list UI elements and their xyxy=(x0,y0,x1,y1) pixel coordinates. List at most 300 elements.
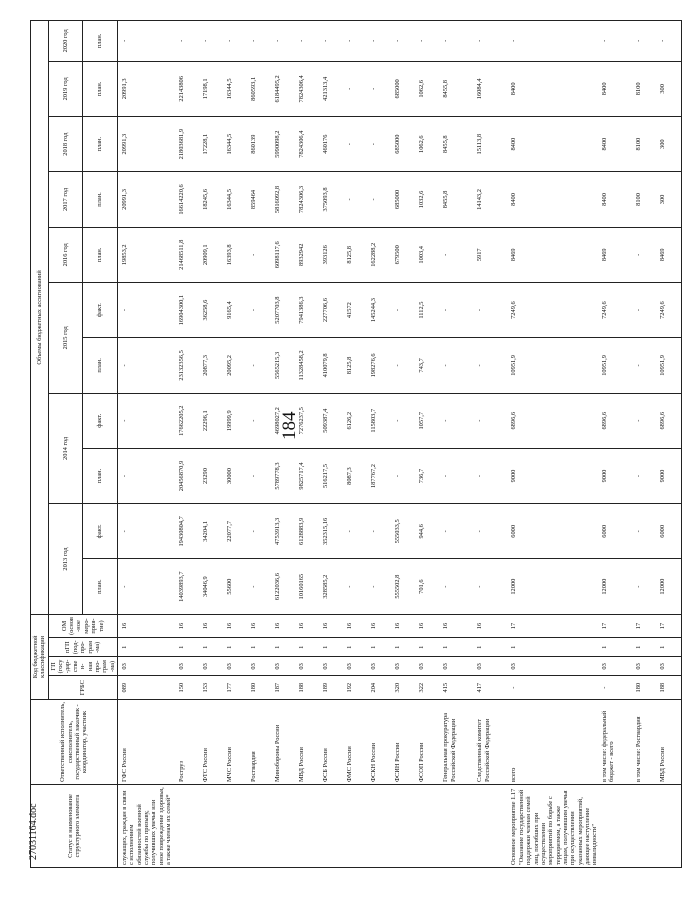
header-plan: план. xyxy=(83,61,118,116)
cell-value: - xyxy=(475,504,509,559)
cell-om: 16 xyxy=(225,614,249,637)
cell-value: 5816092,8 xyxy=(273,172,297,227)
cell-value: 20456870,9 xyxy=(177,448,201,503)
cell-value: - xyxy=(345,117,369,172)
header-fact: факт. xyxy=(83,393,118,448)
cell-value: 9000 xyxy=(600,448,634,503)
header-year-2013: 2013 год xyxy=(48,504,83,615)
cell-executor: в том числе: Росгвардия xyxy=(634,699,658,784)
header-plan: план. xyxy=(83,559,118,614)
cell-value: - xyxy=(634,393,658,448)
cell-om: 16 xyxy=(273,614,297,637)
cell-pgp: 1 xyxy=(345,638,369,657)
cell-value: 12000 xyxy=(600,559,634,614)
cell-executor: ГФС России xyxy=(117,699,177,784)
cell-value: - xyxy=(369,21,393,62)
cell-executor: Минобороны России xyxy=(273,699,297,784)
cell-value: - xyxy=(369,504,393,559)
table-row xyxy=(509,21,599,868)
cell-value: 20991,3 xyxy=(117,117,177,172)
cell-value: 36258,6 xyxy=(201,282,225,337)
cell-value: 5207703,8 xyxy=(273,282,297,337)
header-pgp: пГП (под-про-грам-ма) xyxy=(48,638,117,657)
cell-value: 8455,8 xyxy=(441,117,475,172)
table-row xyxy=(634,21,658,868)
cell-value: - xyxy=(117,393,177,448)
header-om: ОМ (основ-ное меро-прия-тие) xyxy=(48,614,117,637)
table-row xyxy=(201,21,225,868)
cell-om: 16 xyxy=(345,614,369,637)
cell-value: 34204,1 xyxy=(201,504,225,559)
cell-value: 410079,8 xyxy=(321,338,345,393)
table-row xyxy=(475,21,509,868)
cell-value: 8455,8 xyxy=(441,61,475,116)
cell-value: 20095,2 xyxy=(225,338,249,393)
cell-om: 16 xyxy=(475,614,509,637)
table-body xyxy=(117,21,681,868)
cell-value: 4753913,3 xyxy=(273,504,297,559)
cell-value: 5789778,3 xyxy=(273,448,297,503)
cell-value: - xyxy=(345,21,369,62)
cell-gp: 03 xyxy=(658,657,682,676)
cell-om: 17 xyxy=(600,614,634,637)
cell-pgp: 1 xyxy=(417,638,441,657)
cell-value: 8469 xyxy=(600,227,634,282)
cell-value: 8400 xyxy=(509,172,599,227)
header-year-2016: 2016 год xyxy=(48,227,83,282)
cell-gp: 03 xyxy=(273,657,297,676)
cell-value: 10951,9 xyxy=(509,338,599,393)
document-filename: 27031164.doc xyxy=(28,803,39,860)
cell-pgp: 1 xyxy=(273,638,297,657)
cell-value: 23290 xyxy=(201,448,225,503)
page-number: 184 xyxy=(279,411,300,440)
cell-value: 6000 xyxy=(658,504,682,559)
cell-value: - xyxy=(634,282,658,337)
cell-status xyxy=(345,785,369,868)
header-plan: план. xyxy=(83,172,118,227)
header-volumes: Объемы бюджетных ассигнований xyxy=(31,21,49,615)
cell-status xyxy=(475,785,509,868)
cell-value: - xyxy=(658,21,682,62)
header-plan: план. xyxy=(83,338,118,393)
cell-value: - xyxy=(393,338,417,393)
cell-value: 16614220,6 xyxy=(177,172,201,227)
cell-value: 8469 xyxy=(658,227,682,282)
cell-value: 22143806 xyxy=(177,61,201,116)
cell-value: - xyxy=(441,448,475,503)
cell-status xyxy=(600,785,634,868)
cell-status xyxy=(634,785,658,868)
cell-grbs: 189 xyxy=(321,676,345,699)
cell-value: 509387,4 xyxy=(321,393,345,448)
cell-value: 8455,8 xyxy=(441,172,475,227)
table-row xyxy=(177,21,201,868)
cell-value: - xyxy=(369,117,393,172)
cell-value: - xyxy=(393,393,417,448)
cell-status xyxy=(201,785,225,868)
cell-value: 860139 xyxy=(249,117,273,172)
cell-value: 1032,6 xyxy=(417,172,441,227)
cell-grbs: 187 xyxy=(273,676,297,699)
header-grbs: ГРБС xyxy=(48,676,117,699)
table-row xyxy=(345,21,369,868)
cell-value: 516217,5 xyxy=(321,448,345,503)
cell-value: - xyxy=(249,227,273,282)
cell-value: - xyxy=(117,338,177,393)
cell-status xyxy=(321,785,345,868)
cell-value: - xyxy=(475,559,509,614)
cell-om: 16 xyxy=(321,614,345,637)
cell-executor: ФСОП России xyxy=(417,699,441,784)
cell-om: 16 xyxy=(369,614,393,637)
cell-value: 8932942 xyxy=(297,227,321,282)
cell-gp: 03 xyxy=(369,657,393,676)
cell-value: - xyxy=(475,448,509,503)
cell-value: 300 xyxy=(658,172,682,227)
cell-value: - xyxy=(634,21,658,62)
cell-value: 16904300,1 xyxy=(177,282,201,337)
cell-value: - xyxy=(393,21,417,62)
cell-grbs: 180 xyxy=(249,676,273,699)
cell-value: - xyxy=(249,338,273,393)
cell-status xyxy=(249,785,273,868)
cell-gp: 03 xyxy=(117,657,177,676)
cell-executor: ФТС России xyxy=(201,699,225,784)
cell-value: 5565215,3 xyxy=(273,338,297,393)
cell-value: 162288,2 xyxy=(369,227,393,282)
cell-value: 6000 xyxy=(600,504,634,559)
cell-value: - xyxy=(177,21,201,62)
cell-om: 16 xyxy=(201,614,225,637)
cell-grbs: 188 xyxy=(658,676,682,699)
cell-value: - xyxy=(393,282,417,337)
cell-value: 20991,3 xyxy=(117,172,177,227)
cell-value: 8400 xyxy=(600,117,634,172)
cell-value: 187767,2 xyxy=(369,448,393,503)
cell-value: - xyxy=(369,61,393,116)
cell-value: 15113,8 xyxy=(475,117,509,172)
cell-value: - xyxy=(117,448,177,503)
cell-value: - xyxy=(634,338,658,393)
cell-value: 20991,3 xyxy=(117,61,177,116)
table-row xyxy=(297,21,321,868)
cell-value: 685000 xyxy=(393,61,417,116)
cell-value: - xyxy=(201,21,225,62)
cell-om: 17 xyxy=(509,614,599,637)
cell-value: - xyxy=(441,504,475,559)
cell-value: 8125,8 xyxy=(345,227,369,282)
budget-table-rotated xyxy=(30,20,666,868)
cell-value: 7276237,5 xyxy=(297,393,321,448)
cell-value: - xyxy=(441,227,475,282)
cell-status: Основное мероприятие 1.17 "Оказание государственной поддержки членам семей лиц, погибших при осуществлении мероприятий по борьбе с терроризмом, а также лицам, получившим увечья при осуществлении указанных мероприятий, дающее наступление инвалидности" xyxy=(509,785,599,868)
cell-value: - xyxy=(393,448,417,503)
cell-value: 8400 xyxy=(600,172,634,227)
cell-value: - xyxy=(417,21,441,62)
cell-value: 8087,3 xyxy=(345,448,369,503)
cell-value: 300 xyxy=(658,117,682,172)
cell-pgp: 1 xyxy=(600,638,634,657)
cell-value: - xyxy=(117,504,177,559)
cell-pgp: 1 xyxy=(658,638,682,657)
cell-value: 8400 xyxy=(509,117,599,172)
table-row xyxy=(600,21,634,868)
cell-gp: 03 xyxy=(475,657,509,676)
cell-value: - xyxy=(297,21,321,62)
cell-gp: 03 xyxy=(321,657,345,676)
cell-value: 7824306,4 xyxy=(297,61,321,116)
cell-status xyxy=(297,785,321,868)
cell-executor: Следственный комитет Российской Федерации xyxy=(475,699,509,784)
cell-value: 19999,9 xyxy=(225,393,249,448)
cell-value: - xyxy=(600,21,634,62)
cell-om: 16 xyxy=(117,614,177,637)
cell-pgp: 1 xyxy=(509,638,599,657)
cell-pgp: 1 xyxy=(225,638,249,657)
cell-value: 21468511,8 xyxy=(177,227,201,282)
cell-value: - xyxy=(441,21,475,62)
cell-value: - xyxy=(273,21,297,62)
cell-value: 300 xyxy=(658,61,682,116)
cell-om: 16 xyxy=(297,614,321,637)
cell-value: 5990098,2 xyxy=(273,117,297,172)
cell-value: 555502,8 xyxy=(393,559,417,614)
cell-value: 9000 xyxy=(658,448,682,503)
cell-value: 1003,4 xyxy=(417,227,441,282)
table-row xyxy=(321,21,345,868)
cell-grbs: 089 xyxy=(117,676,177,699)
cell-value: 10951,9 xyxy=(600,338,634,393)
cell-value: 9165,4 xyxy=(225,282,249,337)
cell-gp: 03 xyxy=(441,657,475,676)
cell-value: - xyxy=(441,338,475,393)
cell-value: 34046,9 xyxy=(201,559,225,614)
cell-value: 460176 xyxy=(321,117,345,172)
cell-value: 743,7 xyxy=(417,338,441,393)
cell-gp: 03 xyxy=(249,657,273,676)
cell-value: 8469 xyxy=(509,227,599,282)
cell-value: - xyxy=(117,21,177,62)
table-row xyxy=(249,21,273,868)
cell-om: 17 xyxy=(658,614,682,637)
cell-value: 6184495,2 xyxy=(273,61,297,116)
cell-value: 555033,5 xyxy=(393,504,417,559)
cell-value: 8100 xyxy=(634,172,658,227)
cell-value: 7249,6 xyxy=(509,282,599,337)
cell-grbs: 150 xyxy=(177,676,201,699)
cell-value: 421313,4 xyxy=(321,61,345,116)
cell-value: - xyxy=(249,448,273,503)
cell-grbs: 417 xyxy=(475,676,509,699)
cell-value: 1062,6 xyxy=(417,117,441,172)
cell-gp: 03 xyxy=(297,657,321,676)
cell-pgp: 1 xyxy=(297,638,321,657)
cell-grbs: 177 xyxy=(225,676,249,699)
header-plan: план. xyxy=(83,117,118,172)
cell-value: 375093,8 xyxy=(321,172,345,227)
cell-value: 352315,16 xyxy=(321,504,345,559)
cell-value: - xyxy=(249,282,273,337)
header-fact: факт. xyxy=(83,504,118,559)
cell-value: 20909,1 xyxy=(201,227,225,282)
cell-value: 16393,8 xyxy=(225,227,249,282)
cell-value: 41572 xyxy=(345,282,369,337)
cell-grbs: - xyxy=(600,676,634,699)
cell-value: 20877,3 xyxy=(201,338,225,393)
cell-value: 1057,7 xyxy=(417,393,441,448)
cell-gp: 03 xyxy=(600,657,634,676)
cell-grbs: 320 xyxy=(393,676,417,699)
cell-value: 23132356,5 xyxy=(177,338,201,393)
cell-value: - xyxy=(249,393,273,448)
cell-grbs: 322 xyxy=(417,676,441,699)
cell-value: 19430804,7 xyxy=(177,504,201,559)
cell-value: 12000 xyxy=(509,559,599,614)
cell-value: 393126 xyxy=(321,227,345,282)
cell-value: 9825717,4 xyxy=(297,448,321,503)
cell-executor: Росгвардия xyxy=(249,699,273,784)
cell-value: 55600 xyxy=(225,559,249,614)
cell-value: 7249,6 xyxy=(600,282,634,337)
cell-status xyxy=(658,785,682,868)
cell-value: 8125,8 xyxy=(345,338,369,393)
cell-executor: МВД России xyxy=(658,699,682,784)
cell-gp: 03 xyxy=(417,657,441,676)
cell-value: 7824306,4 xyxy=(297,117,321,172)
cell-value: 227706,6 xyxy=(321,282,345,337)
cell-value: 16344,5 xyxy=(225,172,249,227)
cell-pgp: 1 xyxy=(201,638,225,657)
cell-value: 328585,2 xyxy=(321,559,345,614)
cell-value: 859464 xyxy=(249,172,273,227)
cell-value: 12000 xyxy=(658,559,682,614)
cell-value: 6122036,6 xyxy=(273,559,297,614)
cell-status xyxy=(177,785,201,868)
table-row xyxy=(417,21,441,868)
cell-value: - xyxy=(345,559,369,614)
table-row xyxy=(117,21,177,868)
cell-executor: в том числе: федеральный бюджет - всего xyxy=(600,699,634,784)
cell-value: - xyxy=(345,504,369,559)
cell-value: - xyxy=(634,448,658,503)
table-row xyxy=(273,21,297,868)
cell-value: - xyxy=(634,227,658,282)
cell-value: - xyxy=(475,282,509,337)
cell-om: 16 xyxy=(249,614,273,637)
cell-gp: 03 xyxy=(201,657,225,676)
cell-executor: ФМС России xyxy=(345,699,369,784)
cell-value: - xyxy=(441,282,475,337)
cell-status xyxy=(273,785,297,868)
header-row-1 xyxy=(31,21,49,868)
cell-value: 6896,6 xyxy=(600,393,634,448)
cell-executor: ФСКН России xyxy=(369,699,393,784)
cell-value: - xyxy=(117,559,177,614)
cell-status: служащих, граждан в связи с исполнением обязанностей военной службы по призыву, получивших увечья или иное повреждение здоровья, а также членам их семей* xyxy=(117,785,177,868)
cell-value: 7824306,3 xyxy=(297,172,321,227)
cell-grbs: 153 xyxy=(201,676,225,699)
cell-value: 6126,2 xyxy=(345,393,369,448)
cell-value: 8100 xyxy=(634,117,658,172)
cell-value: 17662205,2 xyxy=(177,393,201,448)
cell-grbs: 188 xyxy=(297,676,321,699)
cell-executor: всего xyxy=(509,699,599,784)
cell-value: - xyxy=(634,559,658,614)
cell-value: - xyxy=(475,338,509,393)
header-plan: план. xyxy=(83,227,118,282)
cell-value: 115803,7 xyxy=(369,393,393,448)
table-row xyxy=(658,21,682,868)
cell-pgp: 1 xyxy=(177,638,201,657)
cell-value: 7941386,3 xyxy=(297,282,321,337)
cell-value: 14039893,7 xyxy=(177,559,201,614)
cell-pgp: 1 xyxy=(117,638,177,657)
header-plan: план. xyxy=(83,21,118,62)
cell-gp: 03 xyxy=(634,657,658,676)
cell-executor: ФСБ России xyxy=(321,699,345,784)
cell-value: 6896,6 xyxy=(509,393,599,448)
cell-value: 198276,6 xyxy=(369,338,393,393)
cell-gp: 03 xyxy=(393,657,417,676)
cell-value: 11328458,2 xyxy=(297,338,321,393)
cell-pgp: 1 xyxy=(634,638,658,657)
cell-gp: 03 xyxy=(509,657,599,676)
cell-pgp: 1 xyxy=(249,638,273,657)
cell-value: 685000 xyxy=(393,117,417,172)
cell-value: 5917 xyxy=(475,227,509,282)
cell-value: 7249,6 xyxy=(658,282,682,337)
cell-value: 16344,5 xyxy=(225,117,249,172)
header-executor: Ответственный исполнитель, соисполнитель, государственный заказчик - координатор, участник xyxy=(31,699,118,784)
table-row xyxy=(369,21,393,868)
cell-value: 685000 xyxy=(393,172,417,227)
header-year-2015: 2015 год xyxy=(48,282,83,393)
cell-executor: ФСИН России xyxy=(393,699,417,784)
cell-value: 6098117,6 xyxy=(273,227,297,282)
cell-value: 8100 xyxy=(634,61,658,116)
cell-om: 16 xyxy=(417,614,441,637)
cell-gp: 03 xyxy=(177,657,201,676)
cell-status xyxy=(369,785,393,868)
cell-value: 14143,2 xyxy=(475,172,509,227)
cell-value: - xyxy=(441,393,475,448)
cell-value: 9000 xyxy=(509,448,599,503)
cell-value: - xyxy=(345,61,369,116)
cell-value: 18245,6 xyxy=(201,172,225,227)
cell-value: - xyxy=(475,21,509,62)
cell-value: - xyxy=(369,559,393,614)
header-fact: факт. xyxy=(83,282,118,337)
cell-value: 17198,1 xyxy=(201,61,225,116)
cell-executor: Генеральная прокуратура Российской Федерации xyxy=(441,699,475,784)
cell-value: 944,6 xyxy=(417,504,441,559)
header-plan: план. xyxy=(83,448,118,503)
cell-value: 1062,6 xyxy=(417,61,441,116)
cell-om: 16 xyxy=(441,614,475,637)
cell-value: 8400 xyxy=(600,61,634,116)
cell-value: 21803681,9 xyxy=(177,117,201,172)
cell-value: 10160165 xyxy=(297,559,321,614)
cell-value: 17228,1 xyxy=(201,117,225,172)
cell-gp: 03 xyxy=(225,657,249,676)
header-year-2017: 2017 год xyxy=(48,172,83,227)
cell-executor: Росгруз xyxy=(177,699,201,784)
cell-pgp: 1 xyxy=(321,638,345,657)
cell-status xyxy=(225,785,249,868)
cell-value: 22077,7 xyxy=(225,504,249,559)
cell-value: 10951,9 xyxy=(658,338,682,393)
